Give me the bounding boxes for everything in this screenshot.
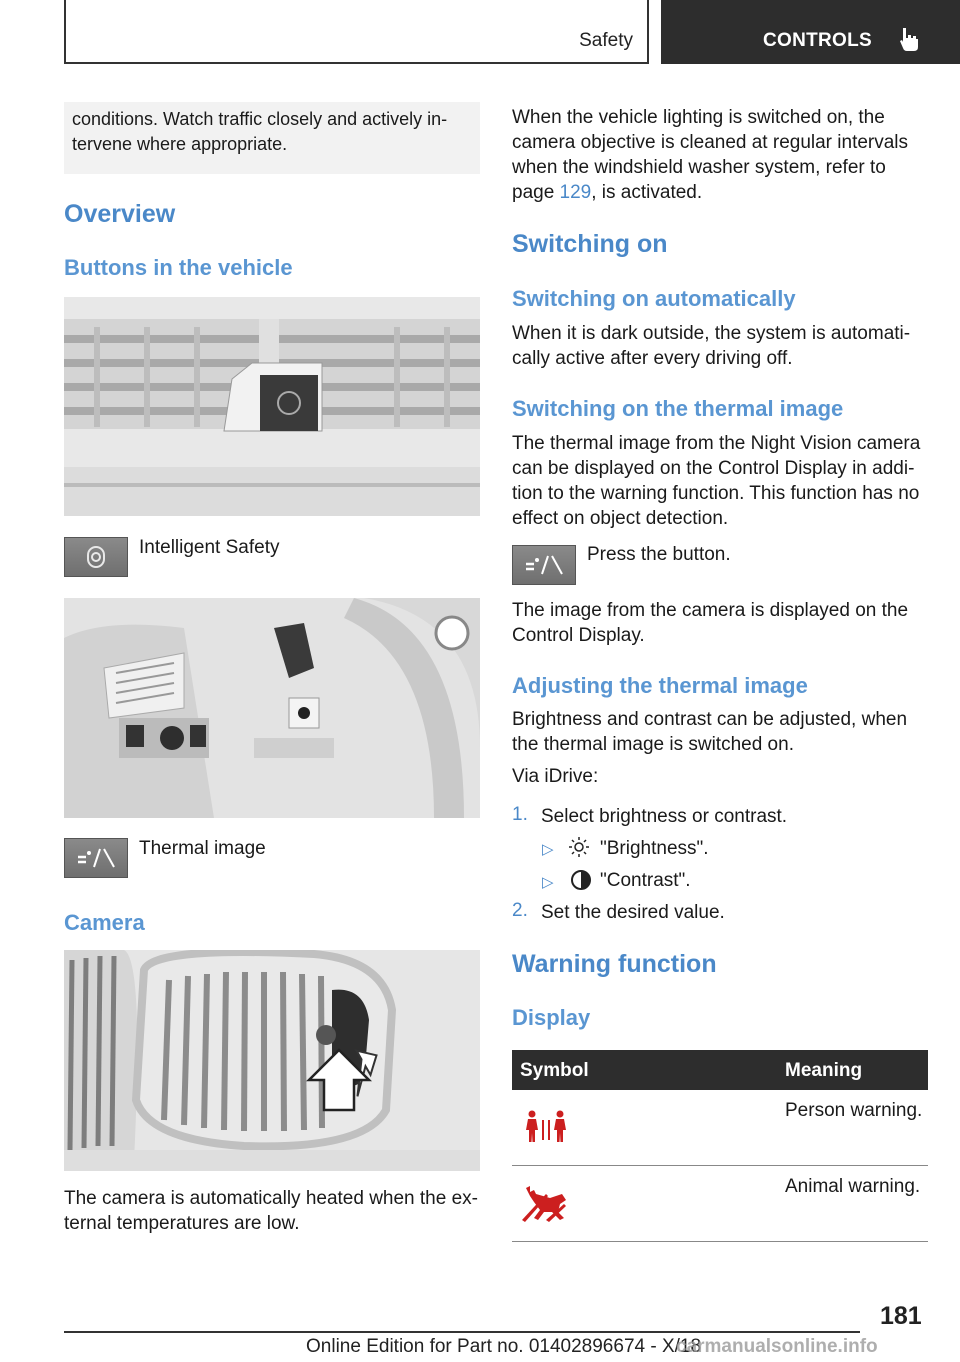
- adjust-description-text: Brightness and contrast can be adjusted, when the thermal image is switched on.: [512, 709, 908, 755]
- person-warning-icon: [520, 1106, 572, 1146]
- thermal-description-text: The thermal image from the Night Vision camera can be displayed on the Control Display in addition to the warning function. This function has no effect on object detection.: [512, 433, 921, 529]
- dashboard-vent-button-illustration: [64, 297, 480, 516]
- buttons-in-vehicle-heading: Buttons in the vehicle: [64, 255, 293, 280]
- thermal-image-button-icon: [64, 838, 128, 878]
- online-edition-text: Online Edition for Part no. 01402896674 - X/18: [306, 1336, 702, 1357]
- page-number: 181: [880, 1302, 922, 1330]
- camera-heading: Camera: [64, 910, 145, 935]
- header-section-title: Safety: [579, 30, 633, 51]
- header-section-box: [64, 0, 649, 64]
- step-1-text: Select brightness or contrast.: [541, 806, 788, 827]
- column-header-meaning: Meaning: [785, 1060, 863, 1081]
- kidney-grille-camera-illustration: [64, 950, 480, 1171]
- page-129-link[interactable]: 129: [559, 182, 592, 203]
- footer-divider: [64, 1331, 860, 1333]
- step-1-number: 1.: [512, 804, 528, 825]
- auto-active-text: When it is dark outside, the system is automatically active after every driving off.: [512, 323, 911, 369]
- column-header-symbol: Symbol: [520, 1060, 589, 1081]
- steering-column-button-illustration: [64, 598, 480, 818]
- intelligent-safety-button-icon: [64, 537, 128, 577]
- table-row: [512, 1090, 928, 1166]
- switching-on-automatically-heading: Switching on automatically: [512, 286, 796, 311]
- warning-function-heading: Warning function: [512, 950, 717, 978]
- display-heading: Display: [512, 1005, 591, 1030]
- brightness-sun-icon: [568, 836, 590, 858]
- animal-warning-icon: [520, 1182, 572, 1222]
- intelligent-safety-label: Intelligent Safety: [139, 537, 280, 558]
- animal-warning-meaning: Animal warning.: [785, 1176, 921, 1197]
- sub-item-marker: ▷: [542, 841, 554, 858]
- washer-intro-text: When the vehicle lighting is switched on, the camera objective is cleaned at regular intervals when the windshield washer system, refer to page 129, is activated.: [512, 107, 909, 203]
- contrast-icon: [570, 869, 592, 891]
- thermal-image-label: Thermal image: [139, 838, 266, 859]
- site-watermark: carmanualsonline.info: [676, 1336, 878, 1357]
- via-idrive-text: Via iDrive:: [512, 766, 599, 787]
- table-header: [512, 1050, 928, 1090]
- sub-item-marker: ▷: [542, 874, 554, 891]
- header-chapter-title: CONTROLS: [763, 30, 873, 51]
- image-displayed-text: The image from the camera is displayed on the Control Display.: [512, 600, 909, 646]
- hand-pointer-icon: [897, 26, 921, 52]
- adjusting-thermal-heading: Adjusting the thermal image: [512, 673, 808, 698]
- step-2-text: Set the desired value.: [541, 902, 725, 923]
- warning-note-continuation: conditions. Watch traffic closely and actively intervene where appropriate.: [64, 102, 480, 174]
- switching-on-heading: Switching on: [512, 230, 668, 258]
- camera-heated-text: The camera is automatically heated when the external temperatures are low.: [64, 1188, 478, 1234]
- switching-on-thermal-heading: Switching on the thermal image: [512, 396, 844, 421]
- person-warning-meaning: Person warning.: [785, 1100, 923, 1121]
- press-button-text: Press the button.: [587, 544, 731, 565]
- brightness-option-text: "Brightness".: [600, 838, 709, 859]
- thermal-image-button-icon: [512, 545, 576, 585]
- contrast-option-text: "Contrast".: [600, 870, 691, 891]
- header-chapter-box: [661, 0, 960, 64]
- overview-heading: Overview: [64, 200, 176, 228]
- table-row: [512, 1166, 928, 1242]
- step-2-number: 2.: [512, 900, 528, 921]
